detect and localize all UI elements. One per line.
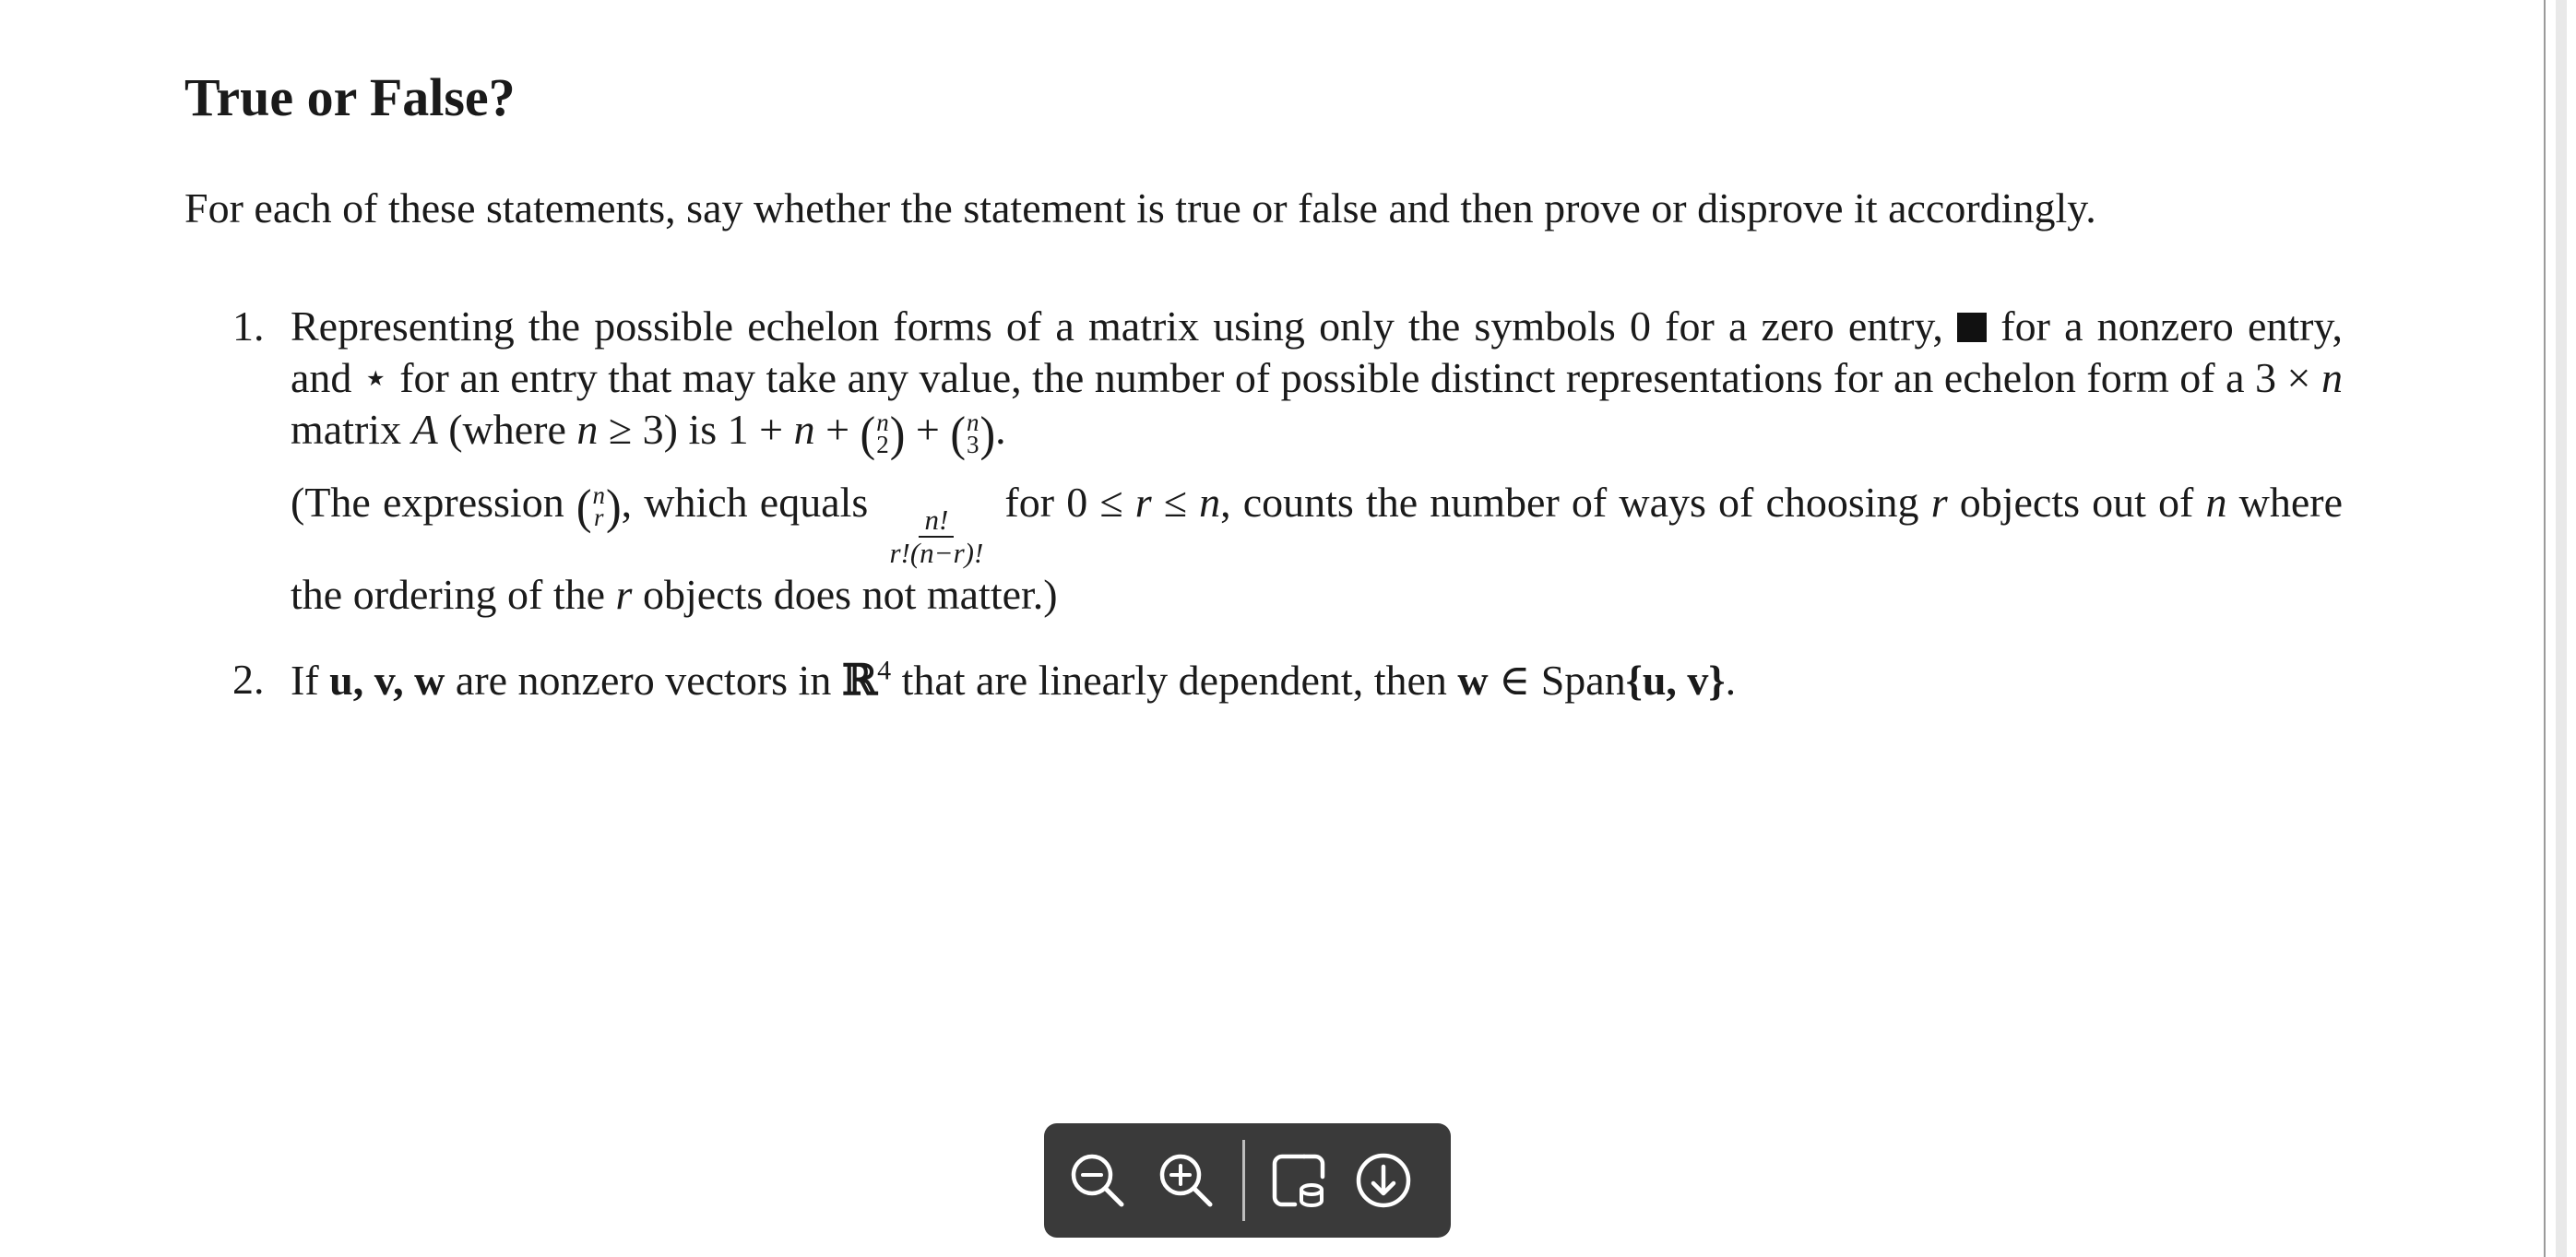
download-arrow-icon — [1354, 1151, 1413, 1210]
binomial-n-choose-2: ( n 2 ) — [860, 406, 906, 461]
vertical-scrollbar[interactable] — [2544, 0, 2576, 1257]
statement-2-text: If u, v, w are nonzero vectors in ℝ$^4$ that are linearly dependent, then w ∈ Span{u, v}. — [291, 655, 1737, 705]
star-symbol: ⋆ — [362, 354, 389, 401]
statement-1-text: Representing the possible echelon forms of a matrix using only the symbols 0 for a zero entry, for a nonzero entry, and ⋆ for an entry that may take any value, the number of possible distinct representations for an echelon form of a 3 × n matrix A (where n ≥ 3) is 1 + n + ( n 2 ) + ( n 3 ) . — [291, 302, 2344, 461]
factorial-fraction: $\frac{n!}{r!(n-r)!}$ — [889, 504, 984, 569]
magnifier-plus-icon — [1157, 1151, 1216, 1210]
scrollbar-thumb[interactable] — [2556, 0, 2567, 1257]
filled-square-symbol — [1957, 313, 1987, 342]
annotate-button[interactable] — [1265, 1147, 1332, 1214]
document-content — [184, 61, 2343, 706]
statement-item-2 — [184, 654, 2343, 706]
toolbar-divider — [1242, 1140, 1245, 1221]
zoom-in-button[interactable] — [1153, 1147, 1219, 1214]
zoom-out-button[interactable] — [1064, 1147, 1131, 1214]
binomial-n-choose-3: ( n 3 ) — [950, 406, 996, 461]
binomial-n-choose-r: ( n r ) — [576, 479, 622, 534]
statement-item-1 — [184, 301, 2343, 621]
page-edit-icon — [1269, 1151, 1328, 1210]
intro-paragraph: For each of these statements, say whether the statement is true or false and then prove or disprove it accordingly. — [184, 184, 2096, 231]
pdf-viewer-toolbar — [1044, 1123, 1451, 1238]
page-title: True or False? — [184, 67, 516, 127]
statement-1-note: (The expression ( n r ) , which equals $\frac{n!}{r!(n-r)!}$ for 0 ≤ r ≤ n, counts the number of ways of choosing r objects out of n where the ordering of the r objects does not matter.) — [291, 479, 2343, 618]
download-button[interactable] — [1350, 1147, 1417, 1214]
item-number: 1. — [232, 302, 265, 350]
item-number: 2. — [232, 656, 265, 703]
magnifier-minus-icon — [1068, 1151, 1127, 1210]
statement-list — [184, 301, 2343, 706]
